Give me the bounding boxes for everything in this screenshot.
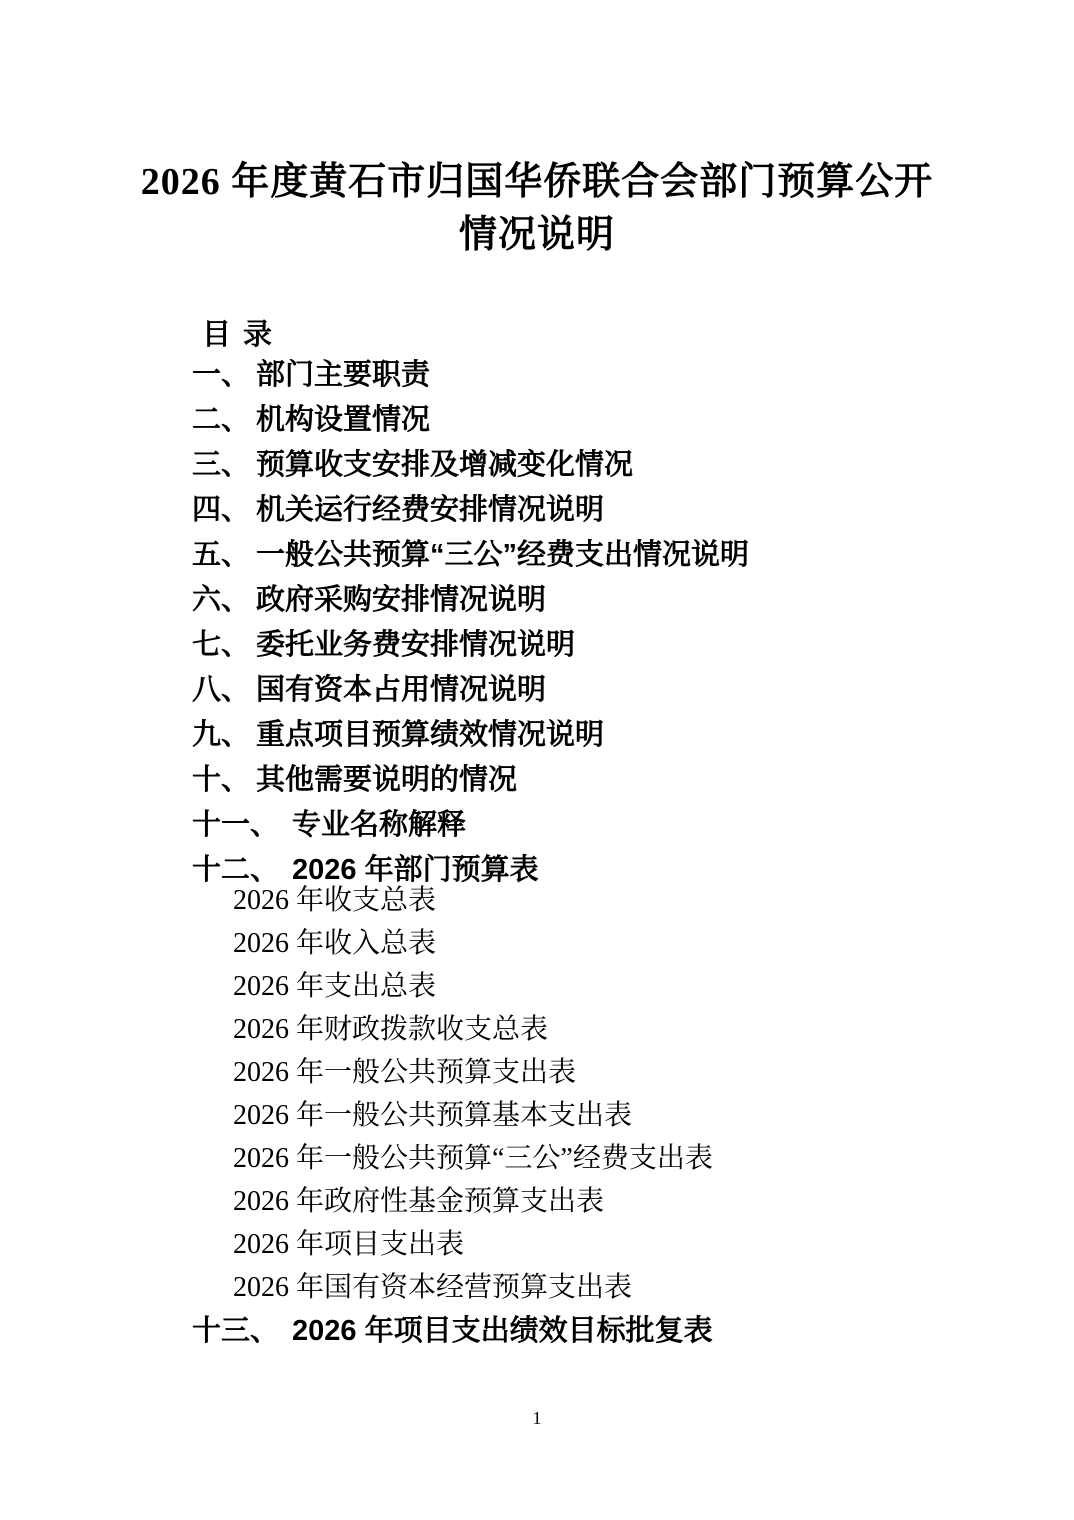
toc-item-2 [0,398,1074,443]
toc-subitem-5: 2026 年一般公共预算支出表 [233,1057,577,1088]
toc-subitem-7: 2026 年一般公共预算“三公”经费支出表 [233,1143,713,1174]
toc-subitem-2: 2026 年收入总表 [233,928,437,959]
toc-item-label: 部门主要职责 [256,359,431,391]
document-title [0,156,1074,262]
toc-item-number: 七、 [192,629,251,661]
toc-item-label: 2026 年部门预算表 [292,854,539,886]
toc-item-1 [0,353,1074,398]
toc-subitem-6: 2026 年一般公共预算基本支出表 [233,1100,633,1131]
toc-subitem-1: 2026 年收支总表 [233,885,437,916]
toc-item-label: 机关运行经费安排情况说明 [256,494,605,526]
toc-item-label: 其他需要说明的情况 [256,764,518,796]
toc-item-number: 八、 [192,674,251,706]
toc-item-number: 十三、 [192,1315,280,1347]
document-title-line1: 2026 年度黄石市归国华侨联合会部门预算公开 [140,161,934,203]
table-of-contents [0,317,1074,1354]
toc-item-number: 十一、 [192,809,280,841]
toc-item-9 [0,713,1074,758]
toc-item-label: 重点项目预算绩效情况说明 [256,719,605,751]
document-title-line2: 情况说明 [458,214,615,256]
toc-item-number: 六、 [192,584,251,616]
toc-item-13 [0,1309,1074,1354]
toc-item-label: 专业名称解释 [292,809,467,841]
toc-item-11 [0,803,1074,848]
toc-sublist [0,879,1074,1309]
toc-subitem-8: 2026 年政府性基金预算支出表 [233,1186,605,1217]
toc-item-number: 二、 [192,404,251,436]
toc-heading: 目 录 [202,319,275,351]
toc-item-5 [0,533,1074,578]
toc-item-number: 三、 [192,449,251,481]
toc-item-number: 九、 [192,719,251,751]
toc-item-8 [0,668,1074,713]
toc-item-number: 十二、 [192,854,280,886]
toc-item-10 [0,758,1074,803]
toc-item-label: 机构设置情况 [256,404,431,436]
toc-item-6 [0,578,1074,623]
toc-item-number: 五、 [192,539,251,571]
toc-item-label: 委托业务费安排情况说明 [256,629,576,661]
toc-item-4 [0,488,1074,533]
toc-item-label: 预算收支安排及增减变化情况 [256,449,634,481]
toc-item-label: 国有资本占用情况说明 [256,674,547,706]
toc-item-number: 四、 [192,494,251,526]
toc-item-label: 政府采购安排情况说明 [256,584,547,616]
toc-item-number: 十、 [192,764,251,796]
toc-item-label: 2026 年项目支出绩效目标批复表 [292,1315,713,1347]
toc-subitem-10: 2026 年国有资本经营预算支出表 [233,1272,633,1303]
toc-subitem-9: 2026 年项目支出表 [233,1229,465,1260]
toc-item-7 [0,623,1074,668]
toc-item-number: 一、 [192,359,251,391]
page-number: 1 [532,1408,542,1428]
toc-item-3 [0,443,1074,488]
toc-item-label: 一般公共预算“三公”经费支出情况说明 [256,539,750,571]
toc-subitem-3: 2026 年支出总表 [233,971,437,1002]
toc-subitem-4: 2026 年财政拨款收支总表 [233,1014,549,1045]
